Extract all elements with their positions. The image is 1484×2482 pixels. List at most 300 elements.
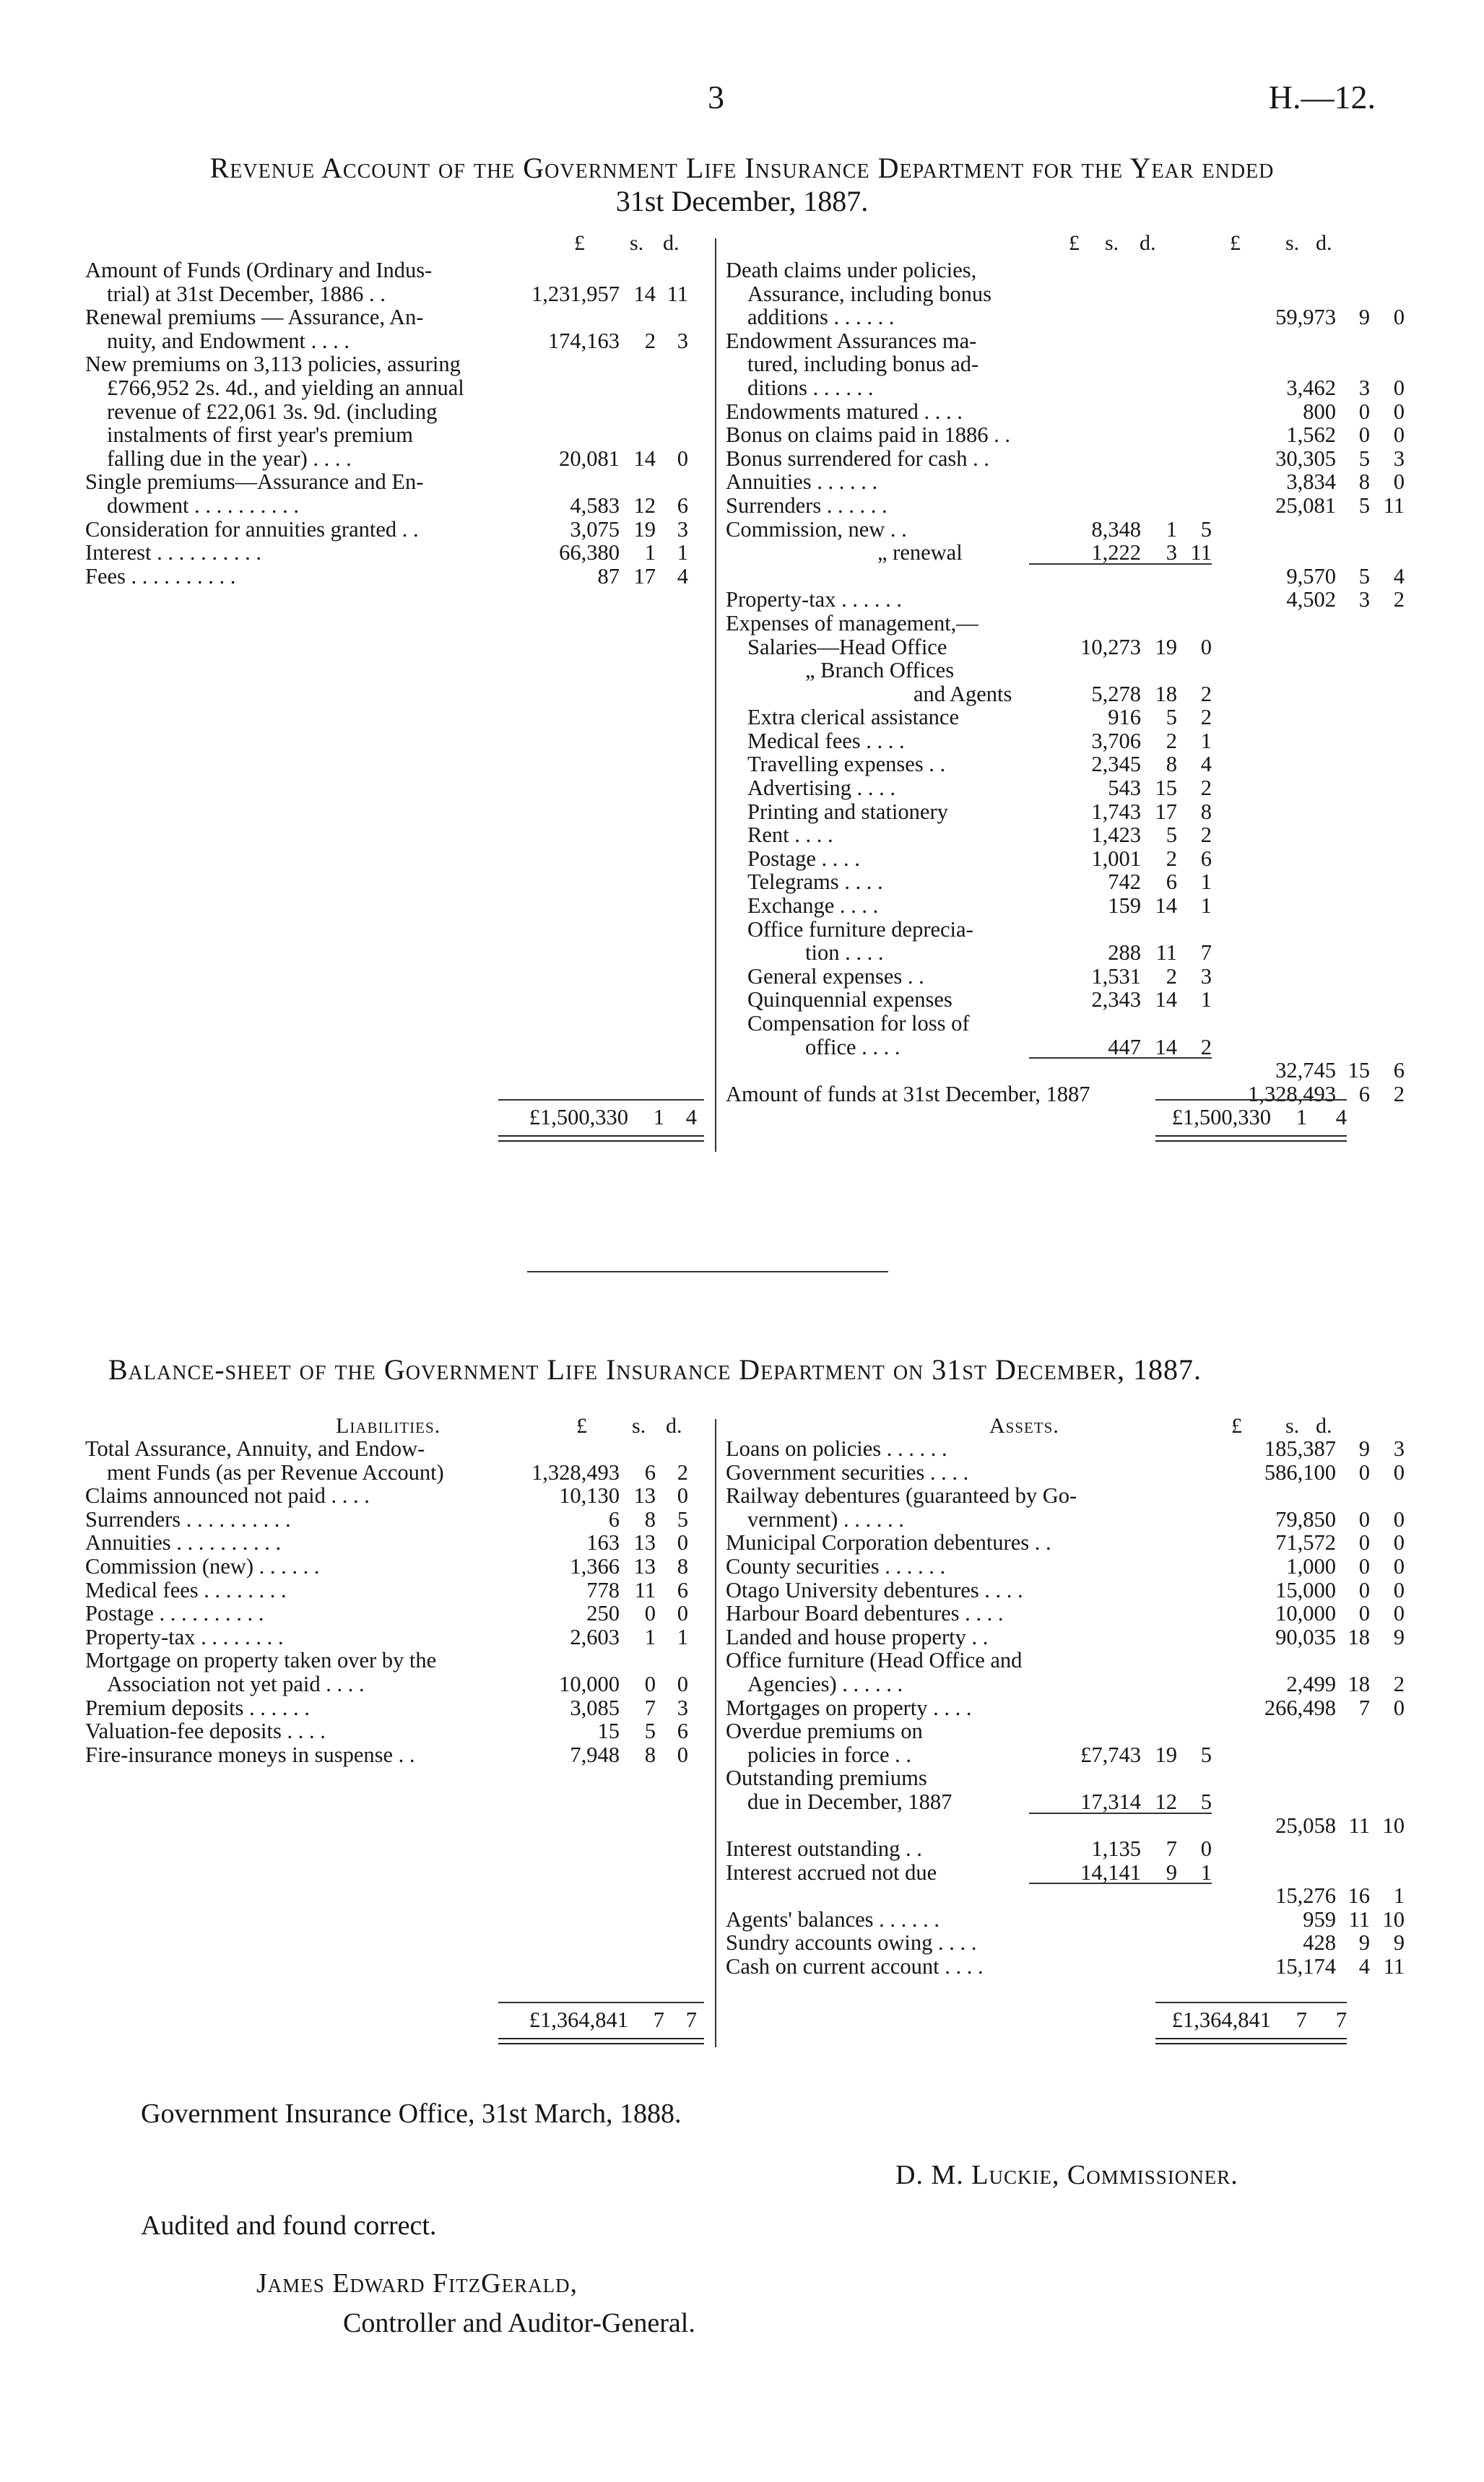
amount-shillings: 5 (1166, 705, 1177, 730)
row-label: Interest . . . . . . . . . . (85, 540, 261, 565)
amount-pence: 10 (1382, 1813, 1405, 1838)
shilling-head: s. (632, 1414, 646, 1438)
revenue-payments (726, 258, 1405, 1106)
amount-pence: 11 (1383, 493, 1405, 518)
amount-shillings: 1 (644, 1624, 656, 1649)
amount-pounds: 916 (1108, 705, 1141, 730)
ledger-row (726, 1036, 1347, 1059)
amount-pounds: 3,085 (570, 1695, 620, 1720)
row-label: Surrenders . . . . . . . . . . (85, 1506, 291, 1532)
auditor-title: Controller and Auditor-General. (343, 2308, 695, 2338)
amount-pence: 2 (1200, 681, 1212, 706)
amount-pounds: 1,001 (1091, 846, 1141, 871)
amount-pence: 0 (677, 1530, 688, 1555)
amount-shillings: 7 (1166, 1836, 1177, 1862)
amount-pounds: 15 (597, 1719, 620, 1744)
amount-pence: 5 (1200, 1789, 1212, 1814)
assets-head: Assets. (989, 1414, 1059, 1438)
total-shillings: 7 (1296, 2008, 1307, 2032)
amount-pence: 0 (1393, 422, 1405, 448)
row-label: falling due in the year) . . . . (107, 446, 352, 471)
amount-pence: 2 (1200, 823, 1212, 848)
shilling-head: s. (1285, 1414, 1300, 1438)
amount-shillings: 14 (1155, 987, 1177, 1012)
amount-pence: 3 (677, 1695, 688, 1720)
amount-shillings: 1 (1166, 516, 1177, 542)
row-label: Fees . . . . . . . . . . (85, 563, 236, 589)
amount-shillings: 16 (1348, 1883, 1370, 1909)
row-label: tured, including bonus ad- (747, 352, 979, 377)
row-label: Interest accrued not due (726, 1860, 937, 1885)
ledger-row (726, 1436, 1405, 1461)
amount-pounds: 3,834 (1286, 469, 1336, 495)
revenue-receipts (85, 259, 706, 588)
amount-pounds: 3,706 (1091, 728, 1141, 753)
ledger-row (726, 1883, 1405, 1909)
amount-shillings: 15 (1348, 1058, 1370, 1083)
amount-pence: 0 (1200, 634, 1212, 659)
amount-pounds: 1,366 (570, 1553, 620, 1579)
amount-pounds: 1,222 (1091, 540, 1141, 565)
amount-shillings: 13 (633, 1530, 656, 1555)
amount-pence: 0 (677, 1671, 688, 1696)
amount-pounds: 4,583 (570, 493, 620, 518)
amount-shillings: 3 (1358, 587, 1370, 612)
row-label: due in December, 1887 (747, 1789, 953, 1814)
row-label: Compensation for loss of (747, 1011, 970, 1036)
amount-pence: 5 (1200, 516, 1212, 542)
amount-pounds: 79,850 (1275, 1506, 1336, 1532)
row-label: Landed and house property . . (726, 1624, 989, 1649)
amount-pence: 1 (1200, 1860, 1212, 1885)
row-label: Otago University debentures . . . . (726, 1577, 1023, 1602)
ledger-row (85, 1649, 706, 1672)
pound-head: £ (574, 231, 585, 255)
ledger-row (85, 1508, 706, 1532)
amount-pence: 2 (1200, 705, 1212, 730)
amount-shillings: 5 (1358, 563, 1370, 589)
total-pounds: £1,364,841 (529, 2008, 628, 2032)
amount-shillings: 11 (634, 1577, 656, 1602)
amount-pence: 11 (667, 281, 688, 306)
ledger-row (726, 1081, 1405, 1106)
amount-shillings: 2 (1166, 846, 1177, 871)
ledger-row (726, 375, 1405, 400)
amount-pence: 8 (677, 1553, 688, 1579)
amount-pence: 6 (677, 1719, 688, 1744)
pence-head: d. (1140, 231, 1156, 255)
row-label: Harbour Board debentures . . . . (726, 1601, 1004, 1626)
amount-pounds: 5,278 (1091, 681, 1141, 706)
row-label: Salaries—Head Office (747, 634, 947, 659)
amount-shillings: 1 (644, 540, 656, 565)
section-separator (527, 1271, 888, 1272)
amount-shillings: 7 (644, 1695, 656, 1720)
amount-pence: 0 (1393, 399, 1405, 424)
row-label: revenue of £22,061 3s. 9d. (including (107, 399, 438, 424)
ledger-row (726, 918, 1347, 942)
ledger-row (726, 1484, 1347, 1508)
amount-pounds: 10,130 (559, 1483, 620, 1509)
amount-pounds: 288 (1108, 940, 1141, 966)
row-label: Surrenders . . . . . . (726, 493, 888, 518)
amount-pence: 3 (1393, 446, 1405, 471)
amount-shillings: 2 (1166, 728, 1177, 753)
ledger-row (726, 1695, 1405, 1720)
total-rule (498, 2002, 704, 2003)
amount-pence: 0 (1393, 469, 1405, 495)
amount-shillings: 6 (644, 1459, 656, 1485)
row-label: Annuities . . . . . . (726, 469, 878, 495)
liabilities-head: Liabilities. (336, 1414, 441, 1438)
ledger-row (85, 259, 706, 282)
ledger-row (85, 1531, 706, 1555)
amount-pounds: 15,000 (1275, 1577, 1336, 1602)
ledger-row (726, 800, 1347, 824)
row-label: Association not yet paid . . . . (107, 1671, 365, 1696)
row-label: Bonus surrendered for cash . . (726, 446, 990, 471)
ledger-row (726, 823, 1347, 847)
amount-shillings: 15 (1155, 776, 1177, 801)
amount-pounds: 800 (1303, 399, 1336, 424)
row-label: Extra clerical assistance (747, 705, 959, 730)
row-label: Property-tax . . . . . . (726, 587, 902, 612)
row-label: Death claims under policies, (726, 258, 977, 282)
ledger-row (726, 1649, 1347, 1672)
row-label: Commission (new) . . . . . . (85, 1553, 320, 1579)
shilling-head: s. (630, 231, 644, 255)
row-label: „ renewal (877, 540, 963, 565)
ledger-row (85, 1437, 706, 1461)
row-label: ditions . . . . . . (747, 375, 874, 400)
amount-pounds: 1,743 (1091, 799, 1141, 824)
amount-shillings: 12 (1155, 1789, 1177, 1814)
ledger-row (726, 1530, 1405, 1555)
pence-head: d. (1316, 231, 1332, 255)
total-rule (1155, 2002, 1347, 2003)
ledger-row (726, 635, 1347, 659)
amount-shillings: 3 (1358, 375, 1370, 400)
balance-title: Balance-sheet of the Government Life Insurance Department on 31st December, 1887. (108, 1353, 1202, 1386)
auditor-name: James Edward FitzGerald, (256, 2268, 578, 2299)
row-label: Mortgage on property taken over by the (85, 1648, 437, 1673)
total-pence: 7 (685, 2008, 697, 2032)
amount-pounds: 1,562 (1286, 422, 1336, 448)
amount-pence: 4 (1393, 563, 1405, 589)
ledger-row (726, 1601, 1405, 1626)
amount-pounds: 15,276 (1275, 1883, 1336, 1909)
row-label: Agencies) . . . . . . (747, 1671, 903, 1696)
amount-shillings: 11 (1348, 1906, 1370, 1932)
balance-assets (726, 1436, 1405, 1979)
amount-pence: 1 (1200, 987, 1212, 1012)
amount-pence: 2 (677, 1459, 688, 1485)
row-label: Valuation-fee deposits . . . . (85, 1719, 326, 1744)
amount-shillings: 17 (1155, 799, 1177, 824)
amount-pence: 0 (1393, 305, 1405, 330)
amount-pounds: 163 (586, 1530, 620, 1555)
ledger-row (726, 1058, 1405, 1083)
amount-pounds: 742 (1108, 869, 1141, 895)
ledger-row (726, 1930, 1405, 1956)
amount-shillings: 5 (644, 1719, 656, 1744)
amount-shillings: 5 (1358, 493, 1370, 518)
amount-pence: 2 (1200, 776, 1212, 801)
amount-pounds: 4,502 (1286, 587, 1336, 612)
pound-head: £ (1069, 231, 1080, 255)
amount-pence: 11 (1383, 1954, 1405, 1979)
row-label: Printing and stationery (747, 799, 948, 824)
ledger-row (726, 682, 1347, 706)
ledger-row (726, 541, 1347, 565)
amount-pounds: 7,948 (570, 1742, 620, 1767)
ledger-row (726, 941, 1347, 965)
amount-pounds: 1,531 (1091, 963, 1141, 989)
amount-shillings: 9 (1358, 1436, 1370, 1461)
amount-pence: 6 (1393, 1058, 1405, 1083)
amount-pounds: 1,423 (1091, 823, 1141, 848)
row-label: nuity, and Endowment . . . . (107, 328, 350, 353)
page-number: 3 (708, 79, 724, 116)
row-label: Claims announced not paid . . . . (85, 1483, 370, 1509)
revenue-title-line1: Revenue Account of the Government Life Insurance Department for the Year ended (209, 152, 1275, 184)
amount-shillings: 19 (633, 516, 656, 542)
ledger-row (85, 447, 706, 471)
row-label: Medical fees . . . . (747, 728, 905, 753)
row-label: Premium deposits . . . . . . (85, 1695, 310, 1720)
ledger-row (85, 1461, 706, 1485)
amount-shillings: 0 (1358, 1601, 1370, 1626)
amount-pence: 6 (677, 493, 688, 518)
amount-pence: 1 (677, 540, 688, 565)
total-pounds: £1,364,841 (1171, 2008, 1271, 2032)
pound-head: £ (1230, 231, 1241, 255)
amount-shillings: 14 (1155, 893, 1177, 919)
total-double-rule (498, 2038, 704, 2044)
amount-shillings: 14 (633, 446, 656, 471)
ledger-row (726, 1553, 1405, 1579)
amount-pounds: 1,231,957 (531, 281, 620, 306)
amount-shillings: 5 (1358, 446, 1370, 471)
total-pence: 4 (685, 1105, 697, 1129)
row-label: Mortgages on property . . . . (726, 1695, 972, 1720)
ledger-row (726, 399, 1405, 424)
amount-pence: 8 (1200, 799, 1212, 824)
total-shillings: 1 (1296, 1105, 1307, 1129)
total-rule (1155, 1099, 1347, 1101)
ledger-row (726, 612, 1347, 635)
amount-shillings: 2 (644, 328, 656, 353)
amount-pounds: £7,743 (1080, 1742, 1141, 1767)
amount-pounds: 25,058 (1275, 1813, 1336, 1838)
ledger-row (726, 352, 1347, 376)
amount-pounds: 59,973 (1275, 305, 1336, 330)
amount-shillings: 0 (644, 1671, 656, 1696)
ledger-row (726, 776, 1347, 800)
ledger-row (726, 1813, 1405, 1838)
amount-pence: 0 (677, 1483, 688, 1509)
amount-shillings: 0 (1358, 1553, 1370, 1579)
document-reference: H.—12. (1268, 79, 1376, 116)
amount-pounds: 9,570 (1286, 563, 1336, 589)
amount-pence: 9 (1393, 1930, 1405, 1956)
ledger-row (726, 729, 1347, 753)
ledger-row (726, 329, 1347, 353)
row-label: General expenses . . (747, 963, 924, 989)
row-label: Postage . . . . . . . . . . (85, 1601, 264, 1626)
amount-pounds: 959 (1303, 1906, 1336, 1932)
amount-pence: 6 (1200, 846, 1212, 871)
ledger-row (726, 706, 1347, 729)
row-label: Fire-insurance moneys in suspense . . (85, 1742, 415, 1767)
ledger-row (85, 1696, 706, 1720)
amount-pounds: 90,035 (1275, 1624, 1336, 1649)
row-label: Postage . . . . (747, 846, 860, 871)
amount-pounds: 185,387 (1264, 1436, 1336, 1461)
row-label: Amount of funds at 31st December, 1887 (726, 1081, 1090, 1106)
amount-pounds: 10,000 (1275, 1601, 1336, 1626)
row-label: Railway debentures (guaranteed by Go- (726, 1483, 1077, 1509)
amount-pounds: 30,305 (1275, 446, 1336, 471)
amount-pounds: 32,745 (1275, 1058, 1336, 1083)
ledger-row (85, 494, 706, 518)
ledger-row (726, 1790, 1347, 1814)
ledger-row (726, 1671, 1405, 1696)
ledger-row (726, 870, 1347, 894)
amount-shillings: 14 (633, 281, 656, 306)
total-double-rule (1155, 2038, 1347, 2044)
amount-pence: 0 (677, 1601, 688, 1626)
row-label: Commission, new . . (726, 516, 907, 542)
amount-pence: 0 (1393, 1601, 1405, 1626)
ledger-row (726, 587, 1405, 612)
row-label: Municipal Corporation debentures . . (726, 1530, 1051, 1555)
row-label: Interest outstanding . . (726, 1836, 922, 1862)
row-label: policies in force . . (747, 1742, 911, 1767)
amount-shillings: 19 (1155, 1742, 1177, 1767)
amount-pounds: 10,273 (1080, 634, 1141, 659)
amount-pounds: 586,100 (1264, 1459, 1336, 1485)
amount-shillings: 0 (644, 1601, 656, 1626)
row-label: Agents' balances . . . . . . (726, 1906, 940, 1932)
ledger-row (726, 1837, 1347, 1861)
amount-pence: 1 (1200, 728, 1212, 753)
row-label: New premiums on 3,113 policies, assuring (85, 352, 461, 377)
row-label: Annuities . . . . . . . . . . (85, 1530, 282, 1555)
amount-pounds: 15,174 (1275, 1954, 1336, 1979)
ledger-row (85, 352, 706, 376)
ledger-row (726, 1743, 1347, 1767)
ledger-row (85, 1626, 706, 1649)
amount-pence: 1 (1200, 893, 1212, 919)
amount-shillings: 13 (633, 1483, 656, 1509)
row-label: Rent . . . . (747, 823, 833, 848)
row-label: £766,952 2s. 4d., and yielding an annual (107, 375, 464, 400)
amount-shillings: 0 (1358, 422, 1370, 448)
row-label: Property-tax . . . . . . . . (85, 1624, 284, 1649)
ledger-row (726, 422, 1405, 448)
amount-pounds: 10,000 (559, 1671, 620, 1696)
amount-pounds: 66,380 (559, 540, 620, 565)
amount-shillings: 8 (644, 1506, 656, 1532)
row-label: Single premiums—Assurance and En- (85, 469, 424, 495)
amount-shillings: 9 (1358, 305, 1370, 330)
amount-pence: 3 (677, 516, 688, 542)
total-pounds: £1,500,330 (1171, 1105, 1271, 1129)
row-label: Sundry accounts owing . . . . (726, 1930, 977, 1956)
amount-pence: 5 (1200, 1742, 1212, 1767)
row-label: Amount of Funds (Ordinary and Indus- (85, 258, 433, 282)
ledger-row (726, 1954, 1405, 1979)
amount-pence: 11 (1190, 540, 1212, 565)
amount-pence: 3 (677, 328, 688, 353)
pence-head: d. (666, 1414, 682, 1438)
amount-shillings: 12 (633, 493, 656, 518)
row-label: Travelling expenses . . (747, 752, 946, 777)
row-label: Endowment Assurances ma- (726, 328, 977, 353)
amount-pounds: 250 (586, 1601, 620, 1626)
ledger-row (85, 1743, 706, 1767)
row-label: vernment) . . . . . . (747, 1506, 904, 1532)
pence-head: d. (663, 231, 680, 255)
amount-pence: 1 (677, 1624, 688, 1649)
row-label: Renewal premiums — Assurance, An- (85, 305, 424, 330)
amount-shillings: 14 (1155, 1034, 1177, 1059)
amount-pence: 0 (1393, 1459, 1405, 1485)
amount-shillings: 8 (1166, 752, 1177, 777)
ledger-row (726, 988, 1347, 1012)
amount-pence: 5 (677, 1506, 688, 1532)
amount-pence: 0 (1393, 1506, 1405, 1532)
office-date-line: Government Insurance Office, 31st March, 1888. (141, 2099, 682, 2129)
amount-shillings: 7 (1358, 1695, 1370, 1720)
ledger-row (85, 1579, 706, 1602)
amount-pence: 4 (677, 563, 688, 589)
row-label: tion . . . . (805, 940, 884, 966)
ledger-row (726, 1577, 1405, 1602)
ledger-row (726, 282, 1347, 306)
amount-pence: 0 (677, 446, 688, 471)
amount-pence: 2 (1393, 1081, 1405, 1106)
amount-pence: 1 (1393, 1883, 1405, 1909)
amount-shillings: 6 (1358, 1081, 1370, 1106)
row-label: Expenses of management,— (726, 610, 979, 635)
ledger-row (85, 376, 706, 400)
shilling-head: s. (1285, 231, 1300, 255)
pound-head: £ (1231, 1414, 1242, 1438)
amount-pounds: 71,572 (1275, 1530, 1336, 1555)
amount-pence: 2 (1393, 1671, 1405, 1696)
amount-shillings: 0 (1358, 1530, 1370, 1555)
amount-shillings: 17 (633, 563, 656, 589)
amount-shillings: 18 (1155, 681, 1177, 706)
amount-pence: 9 (1393, 1624, 1405, 1649)
total-rule (498, 1099, 704, 1101)
total-shillings: 7 (653, 2008, 664, 2032)
amount-pence: 4 (1200, 752, 1212, 777)
amount-shillings: 19 (1155, 634, 1177, 659)
amount-shillings: 0 (1358, 399, 1370, 424)
total-shillings: 1 (653, 1105, 664, 1129)
amount-shillings: 9 (1358, 1930, 1370, 1956)
amount-pounds: 1,000 (1286, 1553, 1336, 1579)
ledger-row (726, 752, 1347, 776)
amount-shillings: 6 (1166, 869, 1177, 895)
amount-pence: 7 (1200, 940, 1212, 966)
amount-pence: 2 (1393, 587, 1405, 612)
amount-pounds: 778 (586, 1577, 620, 1602)
row-label: Overdue premiums on (726, 1719, 923, 1744)
